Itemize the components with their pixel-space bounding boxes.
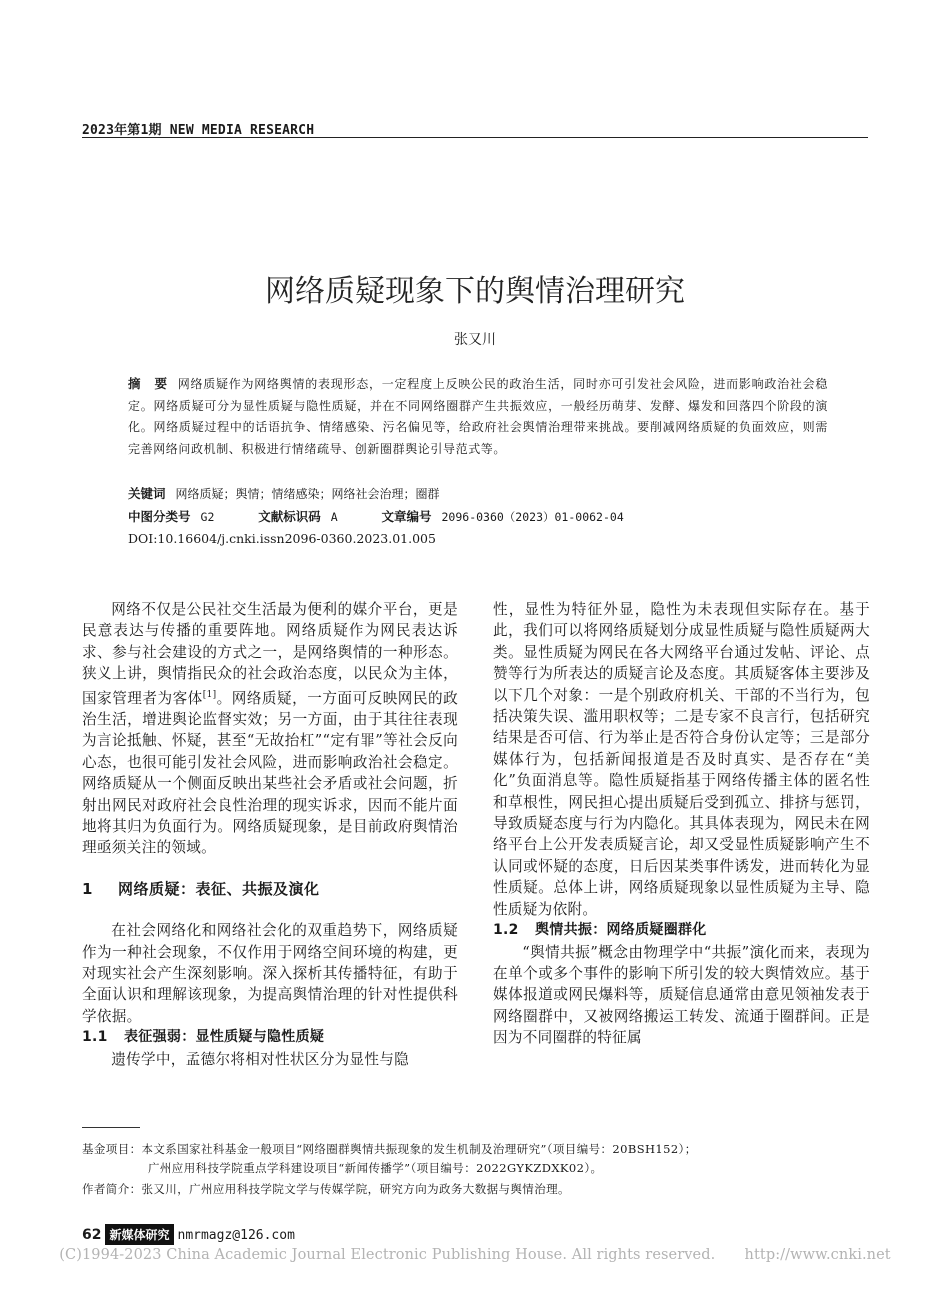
paragraph-text: 网络不仅是公民社交生活最为便利的媒介平台，更是民意表达与传播的重要阵地。网络质疑作为网民表达诉求、参与社会建设的方式之一，是网络舆情的一种形态。狭义上讲，舆情指民众的社会政治态度，以民众为主体，国家管理者为客体 xyxy=(82,601,458,707)
running-header xyxy=(82,119,868,138)
doc-code-value: A xyxy=(330,510,338,524)
article-number xyxy=(381,508,663,526)
abstract-text: 网络质疑作为网络舆情的表现形态，一定程度上反映公民的政治生活，同时亦可引发社会风险，进而影响政治社会稳定。网络质疑可分为显性质疑与隐性质疑，并在不同网络圈群产生共振效应，一般经历萌芽、发酵、爆发和回落四个阶段的演化。网络质疑过程中的话语抗争、情绪感染、污名偏见等，给政府社会舆情治理带来挑战。要削减网络质疑的负面效应，则需完善网络问政机制、积极进行情绪疏导、创新圈群舆论引导范式等。 xyxy=(128,377,828,456)
clc-value: G2 xyxy=(200,510,215,524)
author-bio-text: 张又川，广州应用科技学院文学与传媒学院，研究方向为政务大数据与舆情治理。 xyxy=(141,1182,570,1196)
keywords xyxy=(128,485,828,503)
paragraph xyxy=(82,599,458,859)
paragraph: 遗传学中，孟德尔将相对性状区分为显性与隐 xyxy=(111,1050,410,1068)
body-column-left xyxy=(82,599,458,1070)
doc-code-label: 文献标识码 xyxy=(258,509,321,524)
paragraph: 在社会网络化和网络社会化的双重趋势下，网络质疑作为一种社会现象，不仅作用于网络空间环境的构建，更对现实社会产生深刻影响。深入探析其传播特征，有助于全面认识和理解该现象，为提高舆情治理的针对性提供科学依据。 xyxy=(82,922,458,1025)
classification-row xyxy=(128,508,828,526)
clc-number xyxy=(128,508,254,526)
subsection-heading xyxy=(493,920,870,941)
subsection-heading xyxy=(82,1027,458,1048)
author-name: 张又川 xyxy=(454,332,496,348)
document-code xyxy=(258,508,377,526)
fund-text-line1: 本文系国家社科基金一般项目“网络圈群舆情共振现象的发生机制及治理研究”（项目编号：20BSH152）； xyxy=(141,1142,697,1156)
section-number: 1 xyxy=(82,879,93,898)
page-number: 62 xyxy=(82,1227,102,1243)
subsection-number: 1.1 xyxy=(82,1029,108,1046)
keywords-label: 关键词 xyxy=(128,486,166,501)
article-number-value: 2096-0360（2023）01-0062-04 xyxy=(441,510,624,524)
article-title: 网络质疑现象下的舆情治理研究 xyxy=(265,274,685,309)
issue-label: 2023年第1期 NEW MEDIA RESEARCH xyxy=(82,123,315,138)
subsection-number: 1.2 xyxy=(493,922,519,939)
author-bio-label: 作者简介： xyxy=(82,1182,142,1196)
author-bio-footnote xyxy=(82,1180,882,1199)
section-heading xyxy=(82,879,458,900)
fund-label: 基金项目： xyxy=(82,1142,142,1156)
clc-label: 中图分类号 xyxy=(128,509,191,524)
reference-marker: [1] xyxy=(202,689,217,700)
keywords-text: 网络质疑；舆情；情绪感染；网络社会治理；圈群 xyxy=(175,487,440,501)
paragraph: 性，显性为特征外显，隐性为未表现但实际存在。基于此，我们可以将网络质疑划分成显性质疑与隐性质疑两大类。显性质疑为网民在各大网络平台通过发帖、评论、点赞等行为所表达的质疑言论及态度。其质疑客体主要涉及以下几个对象：一是个别政府机关、干部的不当行为，包括决策失误、滥用职权等；二是专家不良言行，包括研究结果是否可信、行为举止是否符合身份认定等；三是部分媒体行为，包括新闻报道是否及时真实、是否存在“美化”负面消息等。隐性质疑指基于网络传播主体的匿名性和草根性，网民担心提出质疑后受到孤立、排挤与惩罚，导致质疑态度与行为内隐化。其具体表现为，网民未在网络平台上公开发表质疑言论，却又受显性质疑影响产生不认同或怀疑的态度，日后因某类事件诱发，进而转化为显性质疑。总体上讲，网络质疑现象以显性质疑为主导、隐性质疑为依附。 xyxy=(493,601,870,918)
fund-footnote-continued: 广州应用科技学院重点学科建设项目“新闻传播学”（项目编号：2022GYKZDXK02）。 xyxy=(148,1161,603,1175)
abstract xyxy=(128,373,828,460)
article-number-label: 文章编号 xyxy=(381,509,432,524)
journal-email[interactable]: nmrmagz@126.com xyxy=(177,1228,295,1243)
abstract-label: 摘 要 xyxy=(128,376,168,391)
journal-badge: 新媒体研究 xyxy=(105,1224,173,1245)
doi: DOI:10.16604/j.cnki.issn2096-0360.2023.01.005 xyxy=(128,531,436,546)
paragraph-text: 。网络质疑，一方面可反映网民的政治生活，增进舆论监督实效；另一方面，由于其往往表现为言论抵触、怀疑，甚至“无故抬杠”“定有罪”等社会反向心态，也很可能引发社会风险，进而影响政治社会稳定。网络质疑从一个侧面反映出某些社会矛盾或社会问题，折射出网民对政府社会良性治理的现实诉求，因而不能片面地将其归为负面行为。网络质疑现象，是目前政府舆情治理亟须关注的领域。 xyxy=(82,689,458,857)
body-column-right xyxy=(493,599,870,1049)
subsection-title: 表征强弱：显性质疑与隐性质疑 xyxy=(124,1029,325,1046)
copyright-watermark: (C)1994-2023 China Academic Journal Electronic Publishing House. All rights reserved. http://www.cnki.net xyxy=(59,1247,891,1263)
footnote-divider xyxy=(82,1127,140,1128)
section-title: 网络质疑：表征、共振及演化 xyxy=(118,879,320,898)
fund-footnote xyxy=(82,1140,882,1159)
paragraph: “舆情共振”概念由物理学中“共振”演化而来，表现为在单个或多个事件的影响下所引发的较大舆情效应。基于媒体报道或网民爆料等，质疑信息通常由意见领袖发表于网络圈群中，又被网络搬运工转发、流通于圈群间。正是因为不同圈群的特征属 xyxy=(493,943,870,1047)
subsection-title: 舆情共振：网络质疑圈群化 xyxy=(535,922,707,939)
